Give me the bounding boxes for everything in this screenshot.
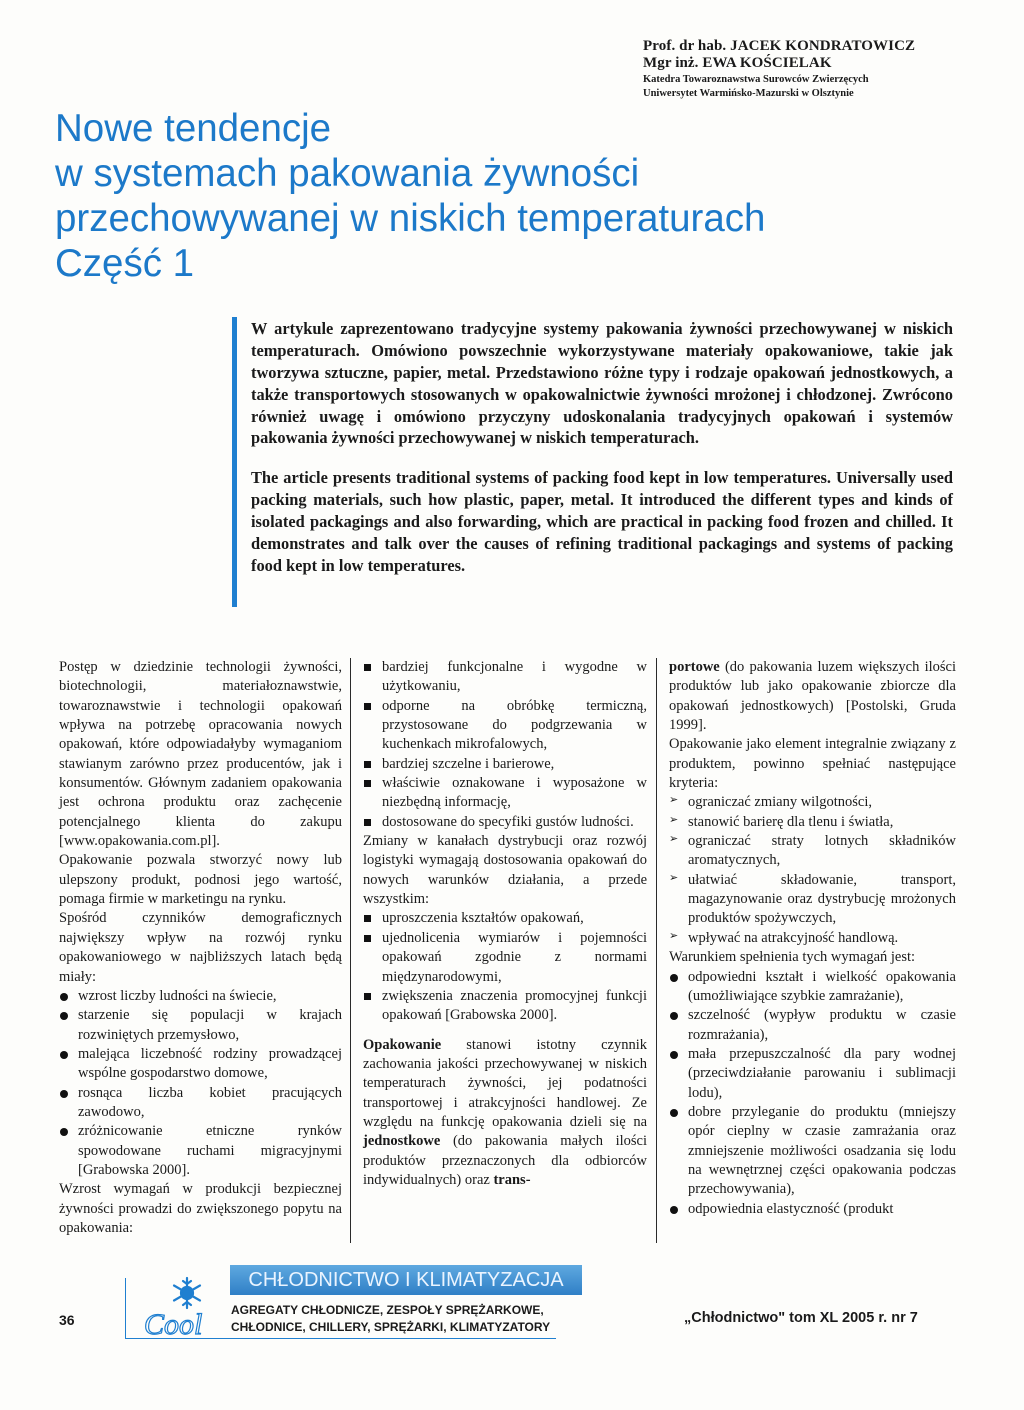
paragraph: Spośród czynników demograficznych największy wpływ na rozwój rynku opakowaniowego w najbliższych latach będą miały: xyxy=(59,910,342,985)
term-bold: Opakowanie xyxy=(363,1036,442,1053)
journal-reference: „Chłodnictwo" tom XL 2005 r. nr 7 xyxy=(684,1310,918,1326)
page-number: 36 xyxy=(59,1312,75,1328)
list-item: dobre przyleganie do produktu (mniejszy opór cieplny w czasie zamrażania oraz zmniejszenie możliwości osadzania się lodu na wewnętrznej części opakowania podczas przechowywania), xyxy=(669,1103,956,1200)
abstract-polish: W artykule zaprezentowano tradycyjne systemy pakowania żywności przechowywanej w niskich temperaturach. Omówiono powszechnie wykorzystywane materiały opakowaniowe, takie jak tworzywa sztuczne, papier, metal. Przedstawiono różne typy i rodzaje opakowań jednostkowych, a także transportowych stosowanych w opakowalnictwie żywności mrożonej i chłodzonej. Zwrócono również uwagę i omówiono przyczyny udoskonalania tradycyjnych opakowań i systemów pakowania żywności przechowywanej w niskich temperaturach. xyxy=(251,319,953,448)
abstract-english: The article presents traditional systems of packing food kept in low temperatures. Universally used packing materials, such how plastic, paper, metal. It introduced the different types and kinds of isolated packagings and also forwarding, which are practical in packing food frozen and chilled. It demonstrates and talk over the causes of refining traditional packagings and systems of packing food kept in low temperatures. xyxy=(251,468,953,575)
list-item: mała przepuszczalność dla pary wodnej (przeciwdziałanie parowaniu i sublimacji lodu), xyxy=(669,1045,956,1103)
list-item: ➢ ułatwiać składowanie, transport, magazynowanie oraz dystrybucję mrożonych produktów spożywczych, xyxy=(669,871,956,929)
text-run: (do pakowania luzem większych ilości produktów lub jako opakowanie zbiorcze dla opakowań jednostkowych) [Postolski, Gruda 1999]. xyxy=(669,659,956,734)
author-name: Mgr inż. EWA KOŚCIELAK xyxy=(643,55,832,72)
paragraph: Opakowanie jako element integralnie związany z produktem, powinno spełniać następujące kryteria: xyxy=(669,736,956,792)
term-bold: trans- xyxy=(493,1171,531,1188)
bullet-list xyxy=(363,658,647,832)
list-item: rosnąca liczba kobiet pracujących zawodowo, xyxy=(59,1084,342,1123)
paragraph: Zmiany w kanałach dystrybucji oraz rozwój logistyki wymagają dostosowania opakowań do nowych warunków działania, a przede wszystkim: xyxy=(363,833,647,908)
title-line: Nowe tendencje xyxy=(55,107,332,150)
paragraph: Opakowanie pozwala stworzyć nowy lub ulepszony produkt, podnosi jego wartość, pomaga firmie w marketingu na rynku. xyxy=(59,852,342,908)
snowflake-icon xyxy=(174,1278,200,1308)
list-item: właściwie oznakowane i wyposażone w niezbędną informację, xyxy=(363,774,647,813)
paragraph: Wzrost wymagań w produkcji bezpiecznej żywności prowadzi do zwiększonego popytu na opakowania: xyxy=(59,1181,342,1236)
title-line: przechowywanej w niskich temperaturach xyxy=(55,197,766,241)
list-item: odpowiednia elastyczność (produkt xyxy=(669,1200,956,1219)
list-item: szczelność (wypływ produktu w czasie rozmrażania), xyxy=(669,1006,956,1045)
abstract-accent-bar xyxy=(232,317,237,607)
article-title xyxy=(55,106,835,286)
list-item: ➢ wpływać na atrakcyjność handlową. xyxy=(669,929,956,948)
text-column-1 xyxy=(59,658,342,1238)
list-item: ➢ ograniczać zmiany wilgotności, xyxy=(669,793,956,812)
magazine-banner: CHŁODNICTWO I KLIMATYZACJA xyxy=(230,1265,582,1295)
list-item: odpowiedni kształt i wielkość opakowania (umożliwiające szybkie zamrażanie), xyxy=(669,968,956,1007)
list-item: zwiększenia znaczenia promocyjnej funkcji opakowań [Grabowska 2000]. xyxy=(363,987,647,1026)
text-run: (do pakowania małych ilości produktów przeznaczonych dla odbiorców indywidualnych) oraz xyxy=(363,1133,647,1188)
list-item: zróżnicowanie etniczne rynków spowodowane ruchami migracyjnymi [Grabowska 2000]. xyxy=(59,1122,342,1180)
ad-text: AGREGATY CHŁODNICZE, ZESPOŁY SPRĘŻARKOWE, xyxy=(231,1303,544,1317)
cool-logo xyxy=(140,1274,235,1340)
department: Katedra Towaroznawstwa Surowców Zwierzęcych xyxy=(643,73,869,85)
abstract xyxy=(251,318,953,577)
page-footer xyxy=(0,1262,1024,1352)
paragraph: Warunkiem spełnienia tych wymagań jest: xyxy=(669,949,916,966)
author-name: Prof. dr hab. JACEK KONDRATOWICZ xyxy=(643,38,916,54)
bullet-list xyxy=(59,987,342,1180)
logo-text: Cool xyxy=(144,1308,203,1340)
list-item: wzrost liczby ludności na świecie, xyxy=(59,987,342,1006)
author-block xyxy=(643,38,1003,102)
university: Uniwersytet Warmińsko-Mazurski w Olsztynie xyxy=(643,88,854,100)
bullet-list xyxy=(363,909,647,1025)
term-bold: jednostkowe xyxy=(363,1133,441,1150)
column-divider xyxy=(656,658,657,1243)
text-run: stanowi istotny czynnik zachowania jakości przechowywanej w niskich temperaturach żywności, jej podatności transportowej i atrakcyjności handlowej. Ze względu na funkcję opakowania dzieli się na xyxy=(363,1036,647,1130)
list-item: ➢ ograniczać straty lotnych składników aromatycznych, xyxy=(669,832,956,871)
list-item: ➢ stanowić barierę dla tlenu i światła, xyxy=(669,813,956,832)
arrow-list xyxy=(669,793,956,948)
list-item: starzenie się populacji w krajach rozwiniętych przemysłowo, xyxy=(59,1006,342,1045)
list-item: ujednolicenia wymiarów i pojemności opakowań zgodnie z normami międzynarodowymi, xyxy=(363,929,647,987)
paragraph xyxy=(363,1036,647,1191)
title-line: w systemach pakowania żywności xyxy=(55,152,640,196)
list-item: bardziej szczelne i barierowe, xyxy=(363,755,647,774)
list-item: bardziej funkcjonalne i wygodne w użytkowaniu, xyxy=(363,658,647,697)
ad-text: CHŁODNICE, CHILLERY, SPRĘŻARKI, KLIMATYZATORY xyxy=(231,1320,551,1334)
title-line: Część 1 xyxy=(55,242,195,286)
text-column-3 xyxy=(669,658,956,1219)
list-item: dostosowane do specyfiki gustów ludności. xyxy=(363,813,647,832)
column-divider xyxy=(350,658,351,1243)
list-item: malejąca liczebność rodziny prowadzącej wspólne gospodarstwo domowe, xyxy=(59,1045,342,1084)
list-item: odporne na obróbkę termiczną, przystosowane do podgrzewania w kuchenkach mikrofalowych, xyxy=(363,697,647,755)
term-bold: portowe xyxy=(669,659,720,675)
text-column-2 xyxy=(363,658,647,1190)
paragraph xyxy=(669,658,956,735)
list-item: uproszczenia kształtów opakowań, xyxy=(363,909,647,928)
paragraph: Postęp w dziedzinie technologii żywności, biotechnologii, materiałoznawstwie, towaroznawstwie i technologii opakowań wpływa na potrzebę opracowania nowych opakowań, które odpowiadałyby wymaganiom stawianym zarówno przez producentów, jak i konsumentów. Głównym zadaniem opakowania jest ochrona produktu oraz zachęcenie potencjalnego klienta do zakupu [www.opakowania.com.pl]. xyxy=(59,659,342,850)
bullet-list xyxy=(669,968,956,1219)
